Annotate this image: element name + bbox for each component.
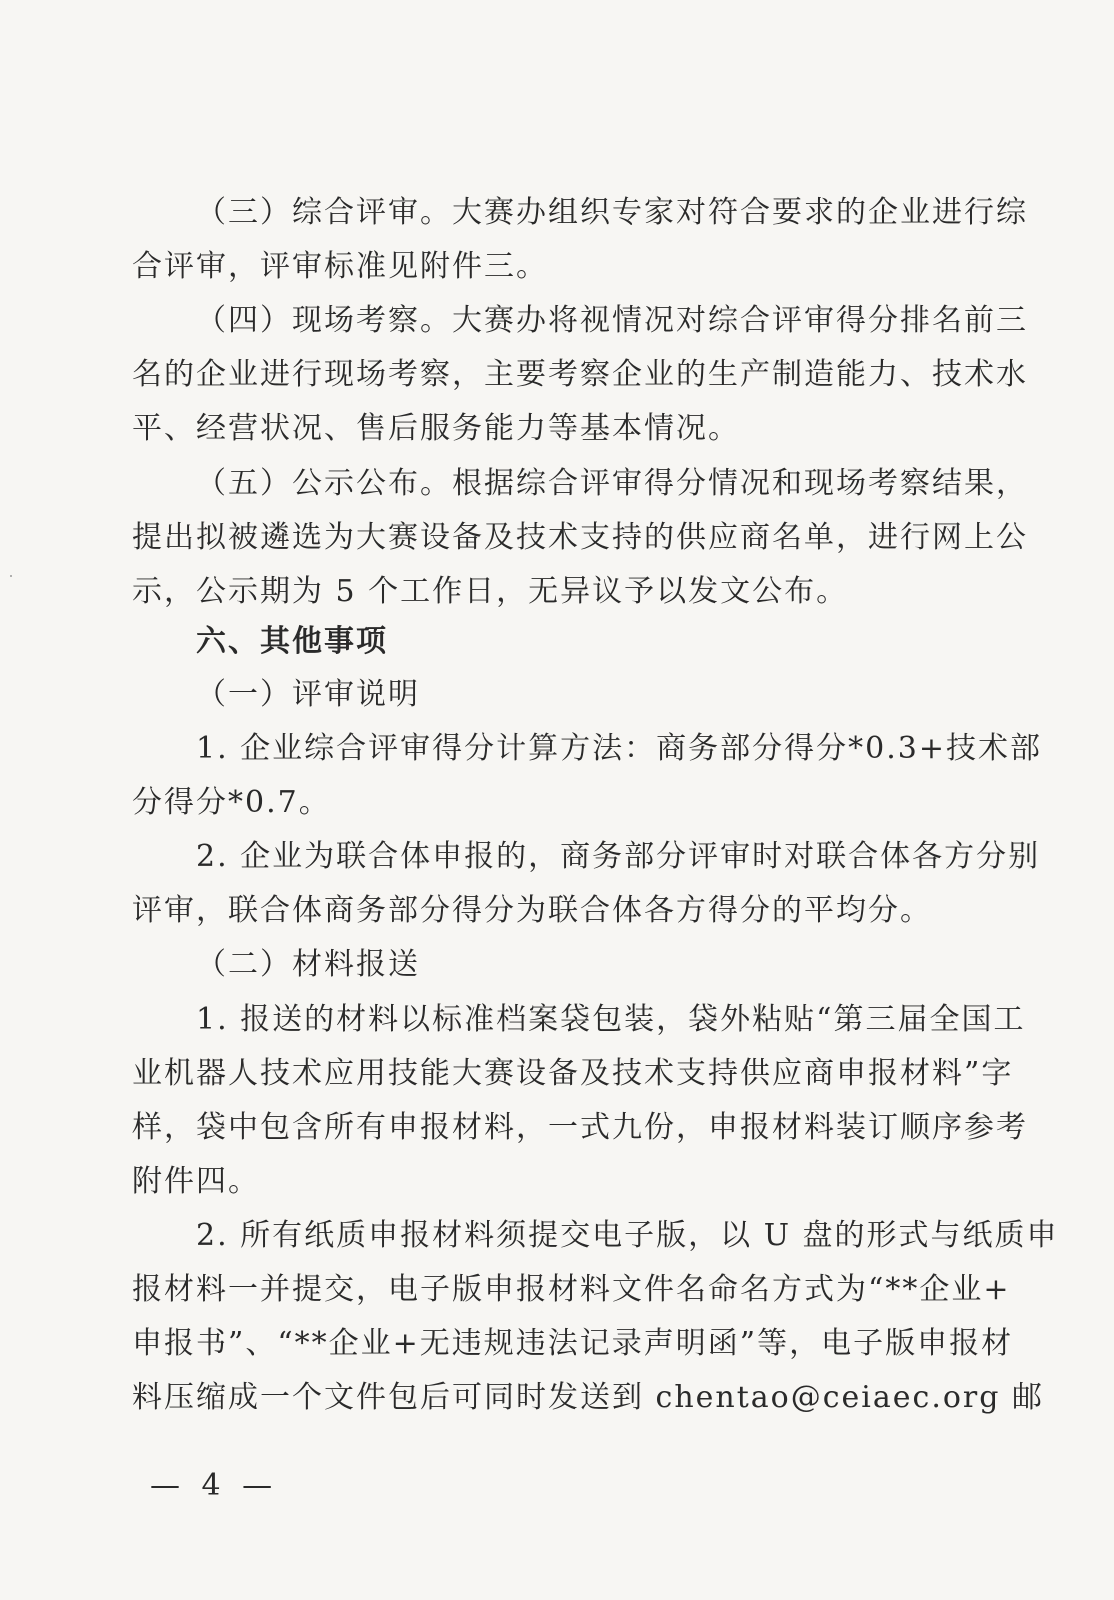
section-heading: 六、其他事项: [196, 624, 388, 659]
paragraph-line: 报材料一并提交，电子版申报材料文件名命名方式为“**企业+: [132, 1272, 1011, 1307]
paragraph-line: 提出拟被遴选为大赛设备及技术支持的供应商名单，进行网上公: [132, 520, 1028, 555]
paragraph-line: 样，袋中包含所有申报材料，一式九份，申报材料装订顺序参考: [132, 1110, 1028, 1145]
paragraph-line: 业机器人技术应用技能大赛设备及技术支持供应商申报材料”字: [132, 1056, 1014, 1091]
scan-speck: [10, 575, 12, 577]
paragraph-line: （三）综合评审。大赛办组织专家对符合要求的企业进行综: [196, 195, 1028, 230]
paragraph-line: 料压缩成一个文件包后可同时发送到 chentao@ceiaec.org 邮: [132, 1380, 1045, 1415]
paragraph-line: 平、经营状况、售后服务能力等基本情况。: [132, 411, 740, 446]
paragraph-line: 名的企业进行现场考察，主要考察企业的生产制造能力、技术水: [132, 357, 1028, 392]
paragraph-line: 2. 所有纸质申报材料须提交电子版，以 U 盘的形式与纸质申: [196, 1218, 1059, 1253]
paragraph-line: （五）公示公布。根据综合评审得分情况和现场考察结果，: [196, 466, 1028, 501]
paragraph-line: 1. 报送的材料以标准档案袋包装，袋外粘贴“第三届全国工: [196, 1002, 1026, 1037]
paragraph-line: 合评审，评审标准见附件三。: [132, 249, 548, 284]
paragraph-line: 评审，联合体商务部分得分为联合体各方得分的平均分。: [132, 893, 932, 928]
paragraph-line: （四）现场考察。大赛办将视情况对综合评审得分排名前三: [196, 303, 1028, 338]
page-number: — 4 —: [150, 1468, 279, 1503]
subsection-heading: （一）评审说明: [196, 677, 420, 712]
paragraph-line: 示，公示期为 5 个工作日，无异议予以发文公布。: [132, 574, 849, 609]
paragraph-line: 附件四。: [132, 1164, 260, 1199]
paragraph-line: 1. 企业综合评审得分计算方法：商务部分得分*0.3+技术部: [196, 731, 1043, 766]
paragraph-line: 申报书”、“**企业+无违规违法记录声明函”等，电子版申报材: [132, 1326, 1014, 1361]
paragraph-line: 2. 企业为联合体申报的，商务部分评审时对联合体各方分别: [196, 839, 1041, 874]
subsection-heading: （二）材料报送: [196, 947, 420, 982]
paragraph-line: 分得分*0.7。: [132, 785, 331, 820]
